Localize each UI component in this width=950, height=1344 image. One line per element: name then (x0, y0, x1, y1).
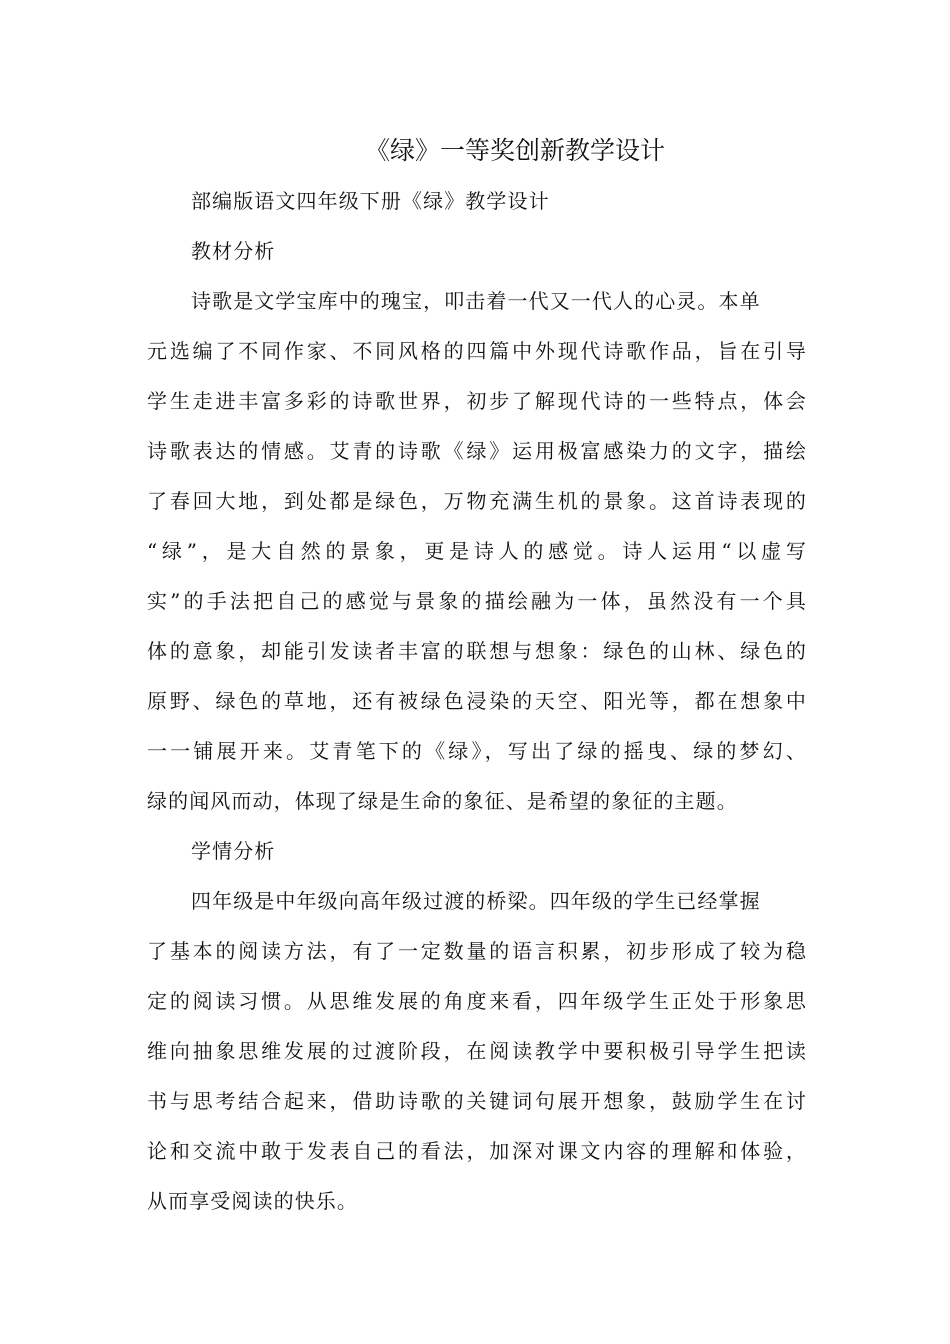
paragraph-line: 了春回大地，到处都是绿色，万物充满生机的景象。这首诗表现的 (147, 489, 807, 513)
paragraph-line: 绿的闻风而动，体现了绿是生命的象征、是希望的象征的主题。 (147, 789, 738, 813)
document-title: 《绿》一等奖创新教学设计 (364, 136, 665, 165)
paragraph-line: 定的阅读习惯。从思维发展的角度来看，四年级学生正处于形象思 (147, 989, 807, 1013)
paragraph-line: 书与思考结合起来，借助诗歌的关键词句展开想象，鼓励学生在讨 (147, 1089, 807, 1113)
paragraph-line: 了基本的阅读方法，有了一定数量的语言积累，初步形成了较为稳 (147, 939, 807, 963)
paragraph-line: 一一铺展开来。艾青笔下的《绿》，写出了绿的摇曳、绿的梦幻、 (147, 739, 807, 763)
document-subtitle: 部编版语文四年级下册《绿》教学设计 (191, 189, 550, 213)
paragraph-line: 四年级是中年级向高年级过渡的桥梁。四年级的学生已经掌握 (191, 889, 761, 913)
paragraph-line: 从而享受阅读的快乐。 (147, 1189, 358, 1213)
section-heading-textbook-analysis: 教材分析 (191, 239, 276, 263)
paragraph-line: 原野、绿色的草地，还有被绿色浸染的天空、阳光等，都在想象中 (147, 689, 807, 713)
paragraph-line: 论和交流中敢于发表自己的看法，加深对课文内容的理解和体验， (147, 1139, 807, 1163)
paragraph-line: 学生走进丰富多彩的诗歌世界，初步了解现代诗的一些特点，体会 (147, 389, 807, 413)
paragraph-line: “绿”，是大自然的景象，更是诗人的感觉。诗人运用“以虚写 (147, 539, 807, 563)
paragraph-line: 诗歌是文学宝库中的瑰宝，叩击着一代又一代人的心灵。本单 (191, 289, 761, 313)
paragraph-line: 维向抽象思维发展的过渡阶段，在阅读教学中要积极引导学生把读 (147, 1039, 807, 1063)
paragraph-line: 元选编了不同作家、不同风格的四篇中外现代诗歌作品，旨在引导 (147, 339, 807, 363)
paragraph-line: 诗歌表达的情感。艾青的诗歌《绿》运用极富感染力的文字，描绘 (147, 439, 807, 463)
section-heading-learner-analysis: 学情分析 (191, 839, 276, 863)
paragraph-line: 实”的手法把自己的感觉与景象的描绘融为一体，虽然没有一个具 (147, 589, 807, 613)
paragraph-line: 体的意象，却能引发读者丰富的联想与想象：绿色的山林、绿色的 (147, 639, 807, 663)
